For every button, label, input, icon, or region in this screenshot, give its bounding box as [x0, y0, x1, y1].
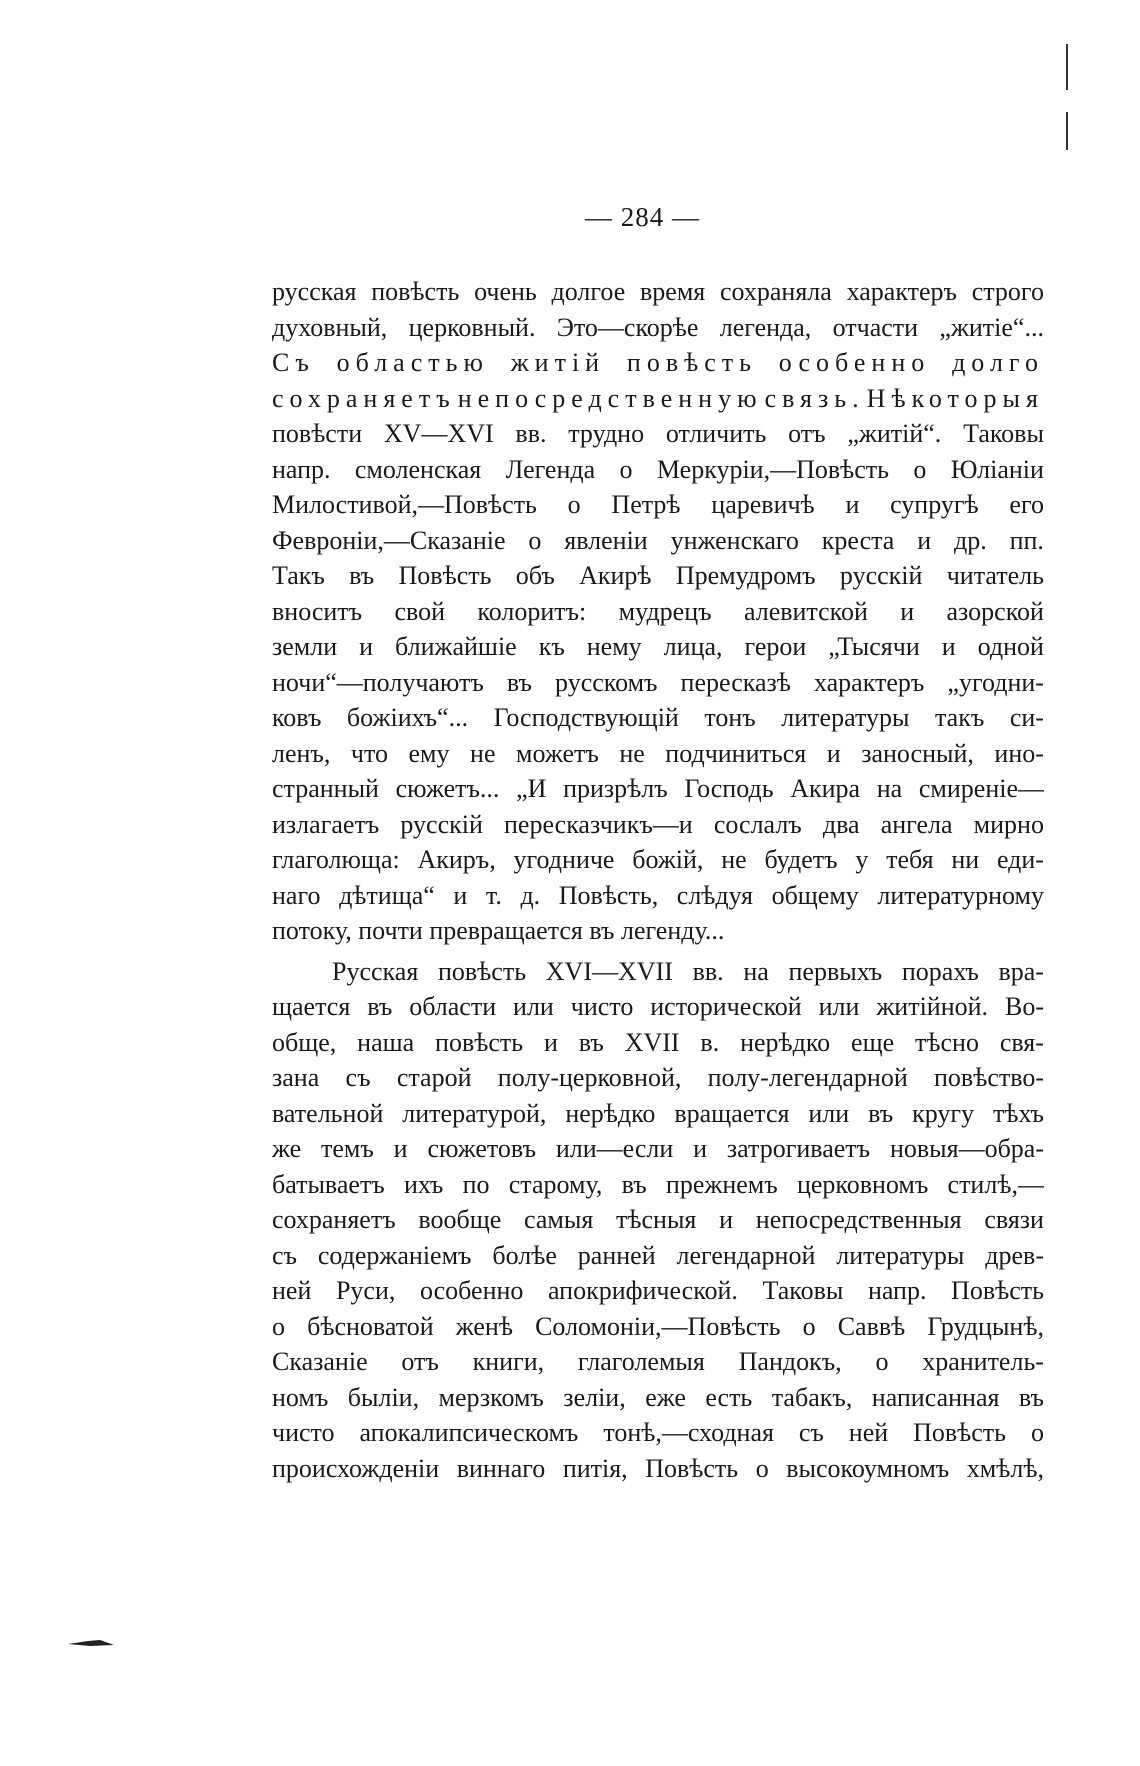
text-line — [272, 771, 1044, 807]
word: д. — [520, 880, 541, 910]
word: XV—XVI — [383, 419, 494, 448]
word: будетъ — [764, 845, 838, 874]
text-line — [272, 594, 1044, 630]
word: и — [900, 596, 915, 626]
word: тебя — [886, 845, 934, 874]
word: алевитской — [743, 596, 868, 626]
word: Во- — [1004, 992, 1044, 1021]
word: Пандокъ, — [738, 1347, 842, 1376]
word: напр. — [867, 1276, 927, 1305]
word: или — [808, 1098, 850, 1128]
word: легендарной — [676, 1240, 816, 1270]
word: Таковы — [963, 419, 1044, 448]
word: стилѣ,— — [947, 1169, 1044, 1199]
word: въ — [621, 1169, 647, 1199]
word: тѣсно — [915, 1027, 979, 1057]
word: повѣсти — [272, 419, 363, 448]
text-line — [272, 1451, 1044, 1487]
margin-arrow-mark — [68, 1635, 114, 1649]
word: свя- — [999, 1027, 1044, 1057]
word: и — [826, 738, 841, 768]
word: слѣдуя — [676, 880, 753, 910]
word: написанная — [871, 1382, 1000, 1412]
word: пп. — [1009, 525, 1044, 555]
word: „Тысячи — [828, 632, 920, 661]
word: бѣсноватой — [307, 1311, 434, 1341]
word: Акиръ, — [417, 845, 496, 874]
text-line — [272, 558, 1044, 594]
text-line — [272, 700, 1044, 736]
word: старому, — [508, 1169, 603, 1199]
word: о — [567, 490, 581, 519]
word: вв. — [515, 419, 547, 448]
word: мудрецъ — [618, 596, 712, 626]
word: же — [272, 1134, 302, 1163]
word: угодниче — [513, 845, 615, 874]
word: особенно — [419, 1276, 524, 1305]
word: книги, — [472, 1347, 545, 1376]
word: порахъ — [901, 956, 979, 986]
word: русскій — [400, 809, 483, 839]
word: царевичѣ — [711, 490, 815, 519]
word: в. — [700, 1027, 720, 1057]
word: ихъ — [403, 1169, 444, 1199]
word: одной — [977, 632, 1044, 661]
word: тѣхъ — [993, 1098, 1044, 1128]
text-line — [272, 381, 1044, 417]
word: ней — [272, 1276, 312, 1305]
word: былiи, — [347, 1382, 420, 1412]
text-line — [272, 954, 1044, 990]
word: Акирѣ — [579, 561, 652, 590]
word: въ — [578, 1027, 604, 1057]
word: съ — [798, 1418, 824, 1447]
word: первыхъ — [788, 956, 883, 986]
word: содержаніемъ — [317, 1240, 472, 1270]
body-text — [272, 274, 1044, 1486]
word: легенда, — [719, 312, 812, 342]
word: Руси, — [335, 1276, 396, 1305]
word: объ — [515, 561, 555, 590]
word: табакъ, — [771, 1382, 853, 1412]
text-line — [272, 629, 1044, 665]
word: не — [470, 738, 496, 768]
text-line: потоку, почти превращается въ легенду... — [272, 916, 725, 945]
word: повѣсть — [371, 277, 460, 306]
word: долго — [952, 348, 1044, 377]
word: исторической — [650, 992, 802, 1021]
word: ночи“—получаютъ — [272, 667, 484, 697]
word: ни — [951, 845, 980, 874]
word: полу-легендарной — [707, 1063, 908, 1092]
word: очень — [474, 277, 537, 306]
word: прежнемъ — [665, 1169, 778, 1199]
word: Февроніи,—Сказаніе — [272, 525, 506, 555]
word: супругѣ — [890, 490, 979, 519]
word: Премудромъ — [675, 561, 816, 590]
word: смиреніе— — [918, 774, 1044, 803]
word: мирно — [973, 809, 1044, 839]
word: русскомъ — [555, 667, 658, 697]
text-line — [272, 1309, 1044, 1345]
word: областью — [336, 348, 489, 377]
word: XVI—XVII — [545, 956, 673, 986]
text-line — [272, 1131, 1044, 1167]
word: Сказаніе — [272, 1347, 368, 1376]
word: и — [941, 632, 956, 661]
word: духовный, — [272, 312, 388, 342]
word: ему — [408, 738, 450, 768]
word: кругу — [912, 1098, 975, 1128]
word: повѣсть — [626, 348, 757, 377]
word: у — [855, 845, 869, 874]
text-line — [272, 1202, 1044, 1238]
word: вообще — [418, 1205, 502, 1234]
word: житійной. — [876, 992, 989, 1021]
word: земли — [272, 632, 338, 661]
word: унженскаго — [670, 525, 799, 555]
word: полу-церковной, — [497, 1063, 682, 1092]
word: божіихъ“... — [346, 703, 469, 732]
word: отчасти — [832, 312, 919, 342]
word: Юліаніи — [950, 454, 1044, 484]
word: Саввѣ — [837, 1311, 906, 1341]
word: вращается — [674, 1098, 790, 1128]
text-line — [272, 878, 1044, 914]
word: излагаетъ — [272, 809, 380, 839]
word: напр. — [272, 454, 331, 484]
word: хранитель- — [922, 1347, 1044, 1376]
word: два — [822, 809, 860, 839]
word: чисто — [272, 1418, 335, 1447]
word: „житій“. — [847, 419, 942, 448]
word: сохраняетъ — [272, 383, 456, 413]
word: тонѣ,—сходная — [603, 1418, 774, 1447]
word: о — [755, 1453, 769, 1483]
word: области — [409, 992, 497, 1021]
word: съ — [345, 1063, 371, 1092]
word: и — [845, 490, 860, 519]
word: или—если — [555, 1134, 674, 1163]
word: можетъ — [516, 738, 599, 768]
word: его — [1009, 490, 1044, 519]
word: церковный. — [408, 312, 536, 342]
word: такъ — [934, 703, 985, 732]
word: въ — [868, 1098, 894, 1128]
word: вв. — [692, 956, 724, 986]
word: характеръ — [846, 277, 957, 306]
word: долгое — [551, 277, 626, 306]
word: смоленская — [354, 454, 482, 484]
text-line — [272, 1380, 1044, 1416]
text-line — [272, 989, 1044, 1025]
word: сохраняетъ — [272, 1205, 396, 1234]
word: др. — [954, 525, 987, 555]
text-line — [272, 523, 1044, 559]
word: божій, — [632, 845, 704, 874]
word: трудно — [568, 419, 645, 448]
text-line — [272, 842, 1044, 878]
word: Грудцынѣ, — [927, 1311, 1044, 1341]
word: питія, — [562, 1453, 628, 1483]
word: странный — [272, 774, 379, 803]
word: и — [543, 1027, 558, 1057]
word: въ — [1018, 1382, 1044, 1412]
word: о — [875, 1347, 889, 1376]
text-line — [272, 1060, 1044, 1096]
text-line — [272, 416, 1044, 452]
word: си- — [1009, 703, 1044, 732]
word: темъ — [321, 1134, 374, 1163]
word: болѣе — [492, 1240, 557, 1270]
word: на — [876, 774, 903, 803]
word: древ- — [985, 1240, 1044, 1270]
word: еще — [851, 1027, 895, 1057]
word: Съ — [272, 348, 315, 377]
word: еже — [645, 1382, 686, 1412]
word: литературы — [836, 1240, 965, 1270]
word: „И — [516, 774, 547, 803]
word: нерѣдко — [740, 1027, 831, 1057]
word: т. — [485, 880, 502, 910]
word: непосредственную — [457, 383, 763, 413]
word: самыя — [524, 1205, 594, 1234]
word: и — [359, 632, 374, 661]
word: заносный, — [861, 738, 974, 768]
word: литературному — [877, 880, 1044, 910]
word: новыя—обра- — [889, 1134, 1044, 1163]
word: и — [393, 1134, 408, 1163]
word: или — [818, 992, 860, 1021]
word: сохраняла — [720, 277, 832, 306]
text-line — [272, 487, 1044, 523]
word: глаголюща: — [272, 845, 400, 874]
text-line — [272, 1025, 1044, 1061]
word: повѣство- — [934, 1063, 1044, 1092]
word: пересказѣ — [680, 667, 791, 697]
word: русскій — [839, 561, 923, 590]
word: колоритъ: — [477, 596, 587, 626]
word: на — [743, 956, 769, 986]
word: особенно — [778, 348, 931, 377]
word: вноситъ — [272, 596, 363, 626]
word: затрогиваетъ — [726, 1134, 871, 1163]
word: о — [1030, 1418, 1044, 1447]
word: зана — [272, 1063, 320, 1092]
word: апокалипсическомъ — [359, 1418, 579, 1447]
text-line — [272, 345, 1044, 381]
word: „угодни- — [947, 667, 1044, 697]
word: Повѣсть — [913, 1418, 1007, 1447]
word: Милостивой,—Повѣсть — [272, 490, 537, 519]
word: повѣсть — [435, 1027, 524, 1057]
text-line — [272, 736, 1044, 772]
word: Повѣсть — [951, 1276, 1044, 1305]
word: тонъ — [704, 703, 756, 732]
word: явленіи — [564, 525, 648, 555]
word: номъ — [272, 1382, 329, 1412]
word: азорской — [946, 596, 1044, 626]
word: ленъ, — [272, 738, 331, 768]
word: отъ — [401, 1347, 439, 1376]
word: призрѣлъ — [563, 774, 668, 803]
word: въ — [349, 561, 375, 590]
word: Таковы — [762, 1276, 844, 1305]
word: отъ — [788, 419, 826, 448]
word: ней — [848, 1418, 889, 1447]
word: Это—скорѣе — [556, 312, 699, 342]
word: время — [640, 277, 706, 306]
text-line — [272, 452, 1044, 488]
word: ближайшіе — [395, 632, 517, 661]
word: литературы — [781, 703, 910, 732]
word: русская — [272, 277, 357, 306]
word: есть — [705, 1382, 753, 1412]
word: или — [513, 992, 554, 1021]
text-line — [272, 1344, 1044, 1380]
text-line — [272, 1096, 1044, 1132]
text-line — [272, 1415, 1044, 1451]
word: лица, — [663, 632, 723, 661]
word: батываетъ — [272, 1169, 385, 1199]
margin-mark — [1066, 44, 1068, 90]
word: Повѣсть, — [558, 880, 659, 910]
word: женѣ — [455, 1311, 513, 1341]
word: происхожденіи — [272, 1453, 440, 1483]
word: повѣсть — [437, 956, 527, 986]
word: читатель — [946, 561, 1044, 590]
text-line — [272, 665, 1044, 701]
text-line — [272, 274, 1044, 310]
word: Меркуріи,—Повѣсть — [656, 454, 890, 484]
word: Русская — [332, 956, 419, 986]
word: непосредственныя — [755, 1205, 962, 1234]
word: связи — [984, 1205, 1044, 1234]
text-line — [272, 1167, 1044, 1203]
word: не — [721, 845, 747, 874]
word: Повѣсть — [645, 1453, 739, 1483]
word: вательной — [272, 1098, 384, 1128]
word: о — [272, 1311, 285, 1341]
word: Акира — [790, 774, 861, 803]
word: свой — [394, 596, 446, 626]
word: „житіе“... — [939, 312, 1044, 342]
word: мерзкомъ — [438, 1382, 544, 1412]
word: высокоумномъ — [786, 1453, 950, 1483]
word: въ — [506, 667, 532, 697]
word: общему — [771, 880, 859, 910]
word: житій — [510, 348, 606, 377]
word: о — [619, 454, 633, 484]
word: ковъ — [272, 703, 322, 732]
word: и — [453, 880, 468, 910]
word: по — [462, 1169, 490, 1199]
word: обще, — [272, 1027, 337, 1057]
word: XVII — [624, 1027, 680, 1057]
word: щается — [272, 992, 351, 1021]
word: сослалъ — [713, 809, 802, 839]
word: съ — [272, 1240, 297, 1270]
word: въ — [367, 992, 393, 1021]
word: нерѣдко — [565, 1098, 656, 1128]
text-line — [272, 310, 1044, 346]
word: тѣсныя — [616, 1205, 697, 1234]
word: Такъ — [272, 561, 325, 590]
word: старой — [396, 1063, 472, 1092]
word: ангела — [880, 809, 953, 839]
word: церковномъ — [796, 1169, 929, 1199]
word: креста — [821, 525, 895, 555]
word: и — [693, 1134, 708, 1163]
word: Господствующій — [493, 703, 679, 732]
word: Повѣсть — [398, 561, 492, 590]
word: ино- — [994, 738, 1044, 768]
word: Господь — [684, 774, 774, 803]
word: еди- — [996, 845, 1044, 874]
word: не — [619, 738, 645, 768]
word: сюжетовъ — [427, 1134, 537, 1163]
word: виннаго — [456, 1453, 546, 1483]
word: о — [913, 454, 927, 484]
word: нему — [586, 632, 642, 661]
page-number: — 284 — — [585, 202, 700, 232]
text-line — [272, 1273, 1044, 1309]
word: сюжетъ... — [395, 774, 500, 803]
text-line — [272, 807, 1044, 843]
word: Нѣкоторыя — [866, 383, 1044, 413]
word: о — [802, 1311, 816, 1341]
word: Легенда — [505, 454, 596, 484]
word: наша — [357, 1027, 415, 1057]
word: и — [719, 1205, 734, 1234]
word: вра- — [998, 956, 1044, 986]
word: къ — [538, 632, 565, 661]
word: Соломоніи,—Повѣсть — [535, 1311, 781, 1341]
word: глаголемыя — [577, 1347, 705, 1376]
word: и — [917, 525, 932, 555]
word: Петрѣ — [611, 490, 681, 519]
word: герои — [744, 632, 807, 661]
word: что — [350, 738, 388, 768]
word: отличить — [665, 419, 767, 448]
word: зеліи, — [563, 1382, 626, 1412]
word: ранней — [577, 1240, 656, 1270]
word: строго — [971, 277, 1044, 306]
word: хмѣлѣ, — [966, 1453, 1044, 1483]
word: подчиниться — [665, 738, 807, 768]
word: апокрифической. — [547, 1276, 738, 1305]
word: характеръ — [813, 667, 925, 697]
word: о — [528, 525, 542, 555]
word: связь. — [764, 383, 865, 413]
word: дѣтища“ — [339, 880, 435, 910]
word: наго — [272, 880, 321, 910]
word: литературой, — [402, 1098, 547, 1128]
word: пересказчикъ—и — [504, 809, 693, 839]
margin-mark — [1066, 112, 1068, 150]
word: чисто — [570, 992, 634, 1021]
text-line — [272, 1238, 1044, 1274]
